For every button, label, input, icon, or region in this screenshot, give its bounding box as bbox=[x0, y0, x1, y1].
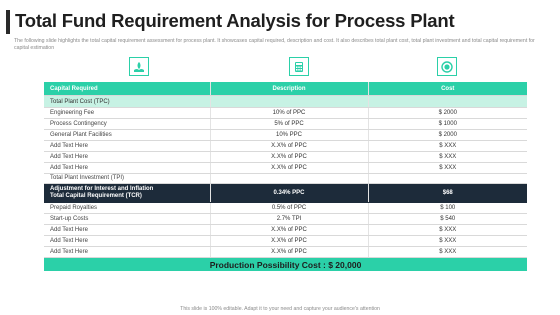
cell-capital: Add Text Here bbox=[44, 225, 210, 236]
plant-icon bbox=[129, 57, 149, 76]
table-row bbox=[44, 151, 527, 162]
table-header-row bbox=[44, 82, 527, 96]
cell-cost: $ XXX bbox=[368, 246, 527, 257]
table-row-tpi bbox=[44, 173, 527, 184]
cell-capital: Engineering Fee bbox=[44, 108, 210, 119]
cell-cost: $ XXX bbox=[368, 236, 527, 247]
production-possibility-cost: Production Possibility Cost : $ 20,000 bbox=[44, 257, 527, 271]
table-row bbox=[44, 140, 527, 151]
table-row bbox=[44, 108, 527, 119]
calculator-icon bbox=[289, 57, 309, 76]
section-row-tpc bbox=[44, 96, 527, 108]
table-row bbox=[44, 214, 527, 225]
table-row bbox=[44, 225, 527, 236]
header-description: Description bbox=[210, 82, 368, 96]
header-cost: Cost bbox=[368, 82, 527, 96]
cell-capital: Add Text Here bbox=[44, 236, 210, 247]
cell-cost: $ XXX bbox=[368, 151, 527, 162]
cell-cost: $ 2000 bbox=[368, 129, 527, 140]
cell-description: X.X% of PPC bbox=[210, 246, 368, 257]
table-row bbox=[44, 246, 527, 257]
cell-capital: Add Text Here bbox=[44, 162, 210, 173]
tcr-label bbox=[44, 184, 210, 203]
tcr-description: 0.34% PPC bbox=[210, 184, 368, 203]
title-accent-bar bbox=[6, 10, 10, 34]
fund-requirement-table bbox=[44, 82, 527, 271]
cell-capital: Add Text Here bbox=[44, 140, 210, 151]
tcr-row bbox=[44, 184, 527, 203]
cell-description: 10% PPC bbox=[210, 129, 368, 140]
table-row bbox=[44, 236, 527, 247]
tcr-cost: $68 bbox=[368, 184, 527, 203]
page-subtitle: The following slide highlights the total capital requirement assessment for process plant. It showcases capital required, description and cost. It also describes total plant cost, total plant investment and total capital requirement for capital estimation bbox=[14, 38, 535, 51]
cell-description: X.X% of PPC bbox=[210, 140, 368, 151]
cell-description: X.X% of PPC bbox=[210, 151, 368, 162]
cell-description: X.X% of PPC bbox=[210, 236, 368, 247]
cell-cost: $ XXX bbox=[368, 140, 527, 151]
cell-cost: $ 100 bbox=[368, 203, 527, 214]
cell-description: 2.7% TPI bbox=[210, 214, 368, 225]
table-row bbox=[44, 203, 527, 214]
tcr-label-line2: Total Capital Requirement (TCR) bbox=[50, 193, 142, 200]
cell-capital: Prepaid Royalties bbox=[44, 203, 210, 214]
section-label-tpc: Total Plant Cost (TPC) bbox=[44, 96, 210, 108]
money-icon bbox=[437, 57, 457, 76]
cell-cost: $ 2000 bbox=[368, 108, 527, 119]
cell-cost: $ XXX bbox=[368, 225, 527, 236]
cell-description: 5% of PPC bbox=[210, 119, 368, 130]
cell-description: X.X% of PPC bbox=[210, 162, 368, 173]
table-row bbox=[44, 162, 527, 173]
cell-cost: $ 1000 bbox=[368, 119, 527, 130]
cell-description: 10% of PPC bbox=[210, 108, 368, 119]
header-capital-required: Capital Required bbox=[44, 82, 210, 96]
cell-description: 0.5% of PPC bbox=[210, 203, 368, 214]
cell-capital: General Plant Facilities bbox=[44, 129, 210, 140]
footer-row bbox=[44, 257, 527, 271]
tcr-label-line1: Adjustment for Interest and Inflation bbox=[50, 186, 154, 193]
cell-cost: $ 540 bbox=[368, 214, 527, 225]
table-row bbox=[44, 119, 527, 130]
cell-description: X.X% of PPC bbox=[210, 225, 368, 236]
cell-capital: Add Text Here bbox=[44, 151, 210, 162]
cell-cost: $ XXX bbox=[368, 162, 527, 173]
cell-capital: Start-up Costs bbox=[44, 214, 210, 225]
table-row bbox=[44, 129, 527, 140]
page-title: Total Fund Requirement Analysis for Process Plant bbox=[15, 10, 455, 31]
cell-capital: Process Contingency bbox=[44, 119, 210, 130]
cell-capital: Add Text Here bbox=[44, 246, 210, 257]
cell-tpi-label: Total Plant Investment (TPI) bbox=[44, 173, 210, 184]
footnote: This slide is 100% editable. Adapt it to your need and capture your audience's attention bbox=[180, 306, 380, 312]
